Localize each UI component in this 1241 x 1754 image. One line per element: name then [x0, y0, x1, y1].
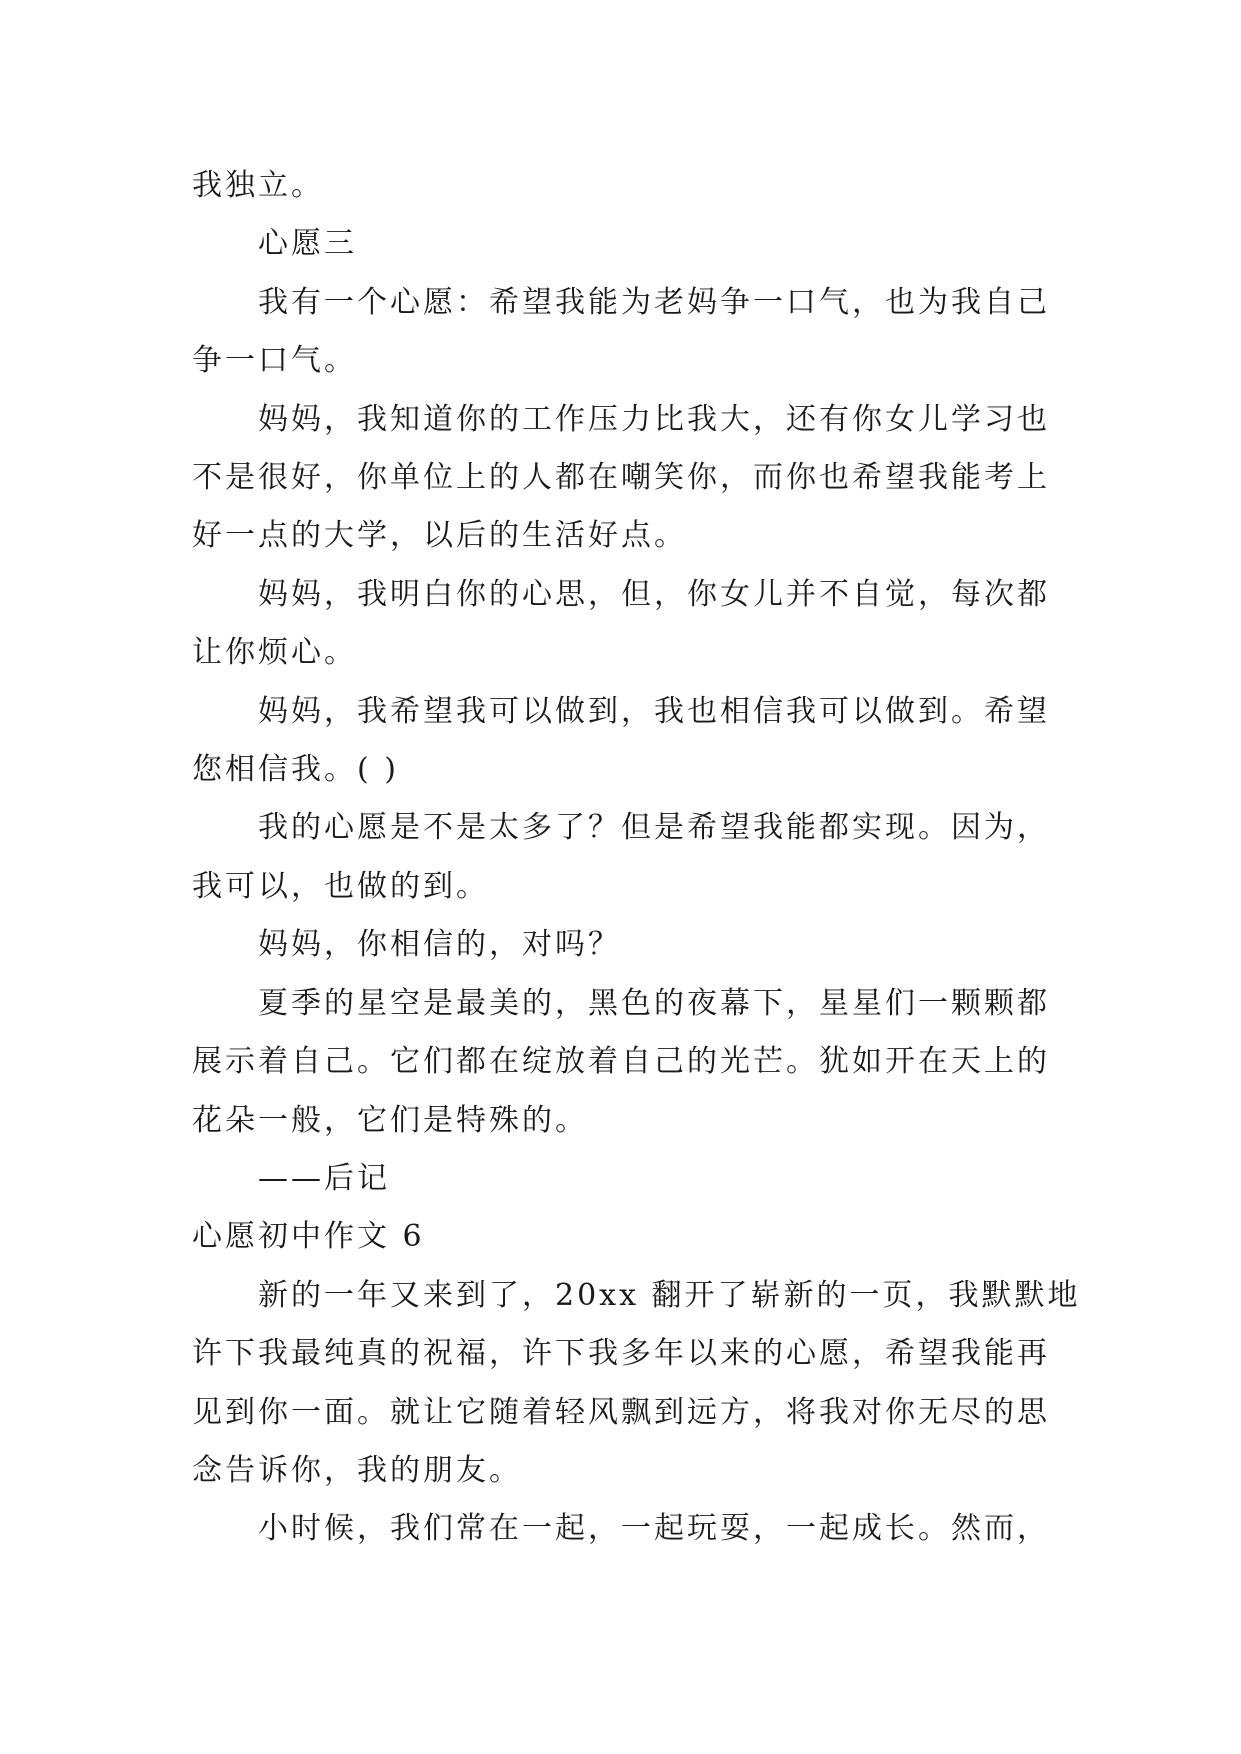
text-line: 念告诉你，我的朋友。: [192, 1453, 522, 1488]
text-line: 我可以，也做的到。: [192, 869, 489, 904]
text-line: 展示着自己。它们都在绽放着自己的光芒。犹如开在天上的: [192, 1044, 1050, 1079]
text-line: 我的心愿是不是太多了？但是希望我能都实现。因为，: [258, 810, 1050, 845]
text-line: 争一口气。: [192, 343, 357, 378]
essay-title: 心愿初中作文 6: [192, 1219, 425, 1254]
text-line: 好一点的大学，以后的生活好点。: [192, 518, 687, 553]
text-line: 夏季的星空是最美的，黑色的夜幕下，星星们一颗颗都: [258, 986, 1050, 1021]
section-heading: 心愿三: [258, 226, 357, 261]
text-line: 许下我最纯真的祝福，许下我多年以来的心愿，希望我能再: [192, 1336, 1050, 1371]
text-line: 见到你一面。就让它随着轻风飘到远方，将我对你无尽的思: [192, 1395, 1050, 1430]
text-line: 妈妈，我希望我可以做到，我也相信我可以做到。希望: [258, 694, 1050, 729]
text-line: 我有一个心愿：希望我能为老妈争一口气，也为我自己: [258, 285, 1050, 320]
text-line: 花朵一般，它们是特殊的。: [192, 1103, 588, 1138]
text-line: 您相信我。( ): [192, 752, 399, 787]
text-line: 新的一年又来到了，20xx 翻开了崭新的一页，我默默地: [258, 1278, 1081, 1313]
text-line: 不是很好，你单位上的人都在嘲笑你，而你也希望我能考上: [192, 460, 1050, 495]
text-line: 让你烦心。: [192, 635, 357, 670]
text-line: 小时候，我们常在一起，一起玩耍，一起成长。然而，: [258, 1511, 1050, 1546]
text-line: 我独立。: [192, 168, 324, 203]
text-line: 妈妈，我明白你的心思，但，你女儿并不自觉，每次都: [258, 577, 1050, 612]
text-line: 妈妈，你相信的，对吗？: [258, 927, 621, 962]
text-line: 妈妈，我知道你的工作压力比我大，还有你女儿学习也: [258, 402, 1050, 437]
signature-line: ——后记: [258, 1161, 390, 1196]
